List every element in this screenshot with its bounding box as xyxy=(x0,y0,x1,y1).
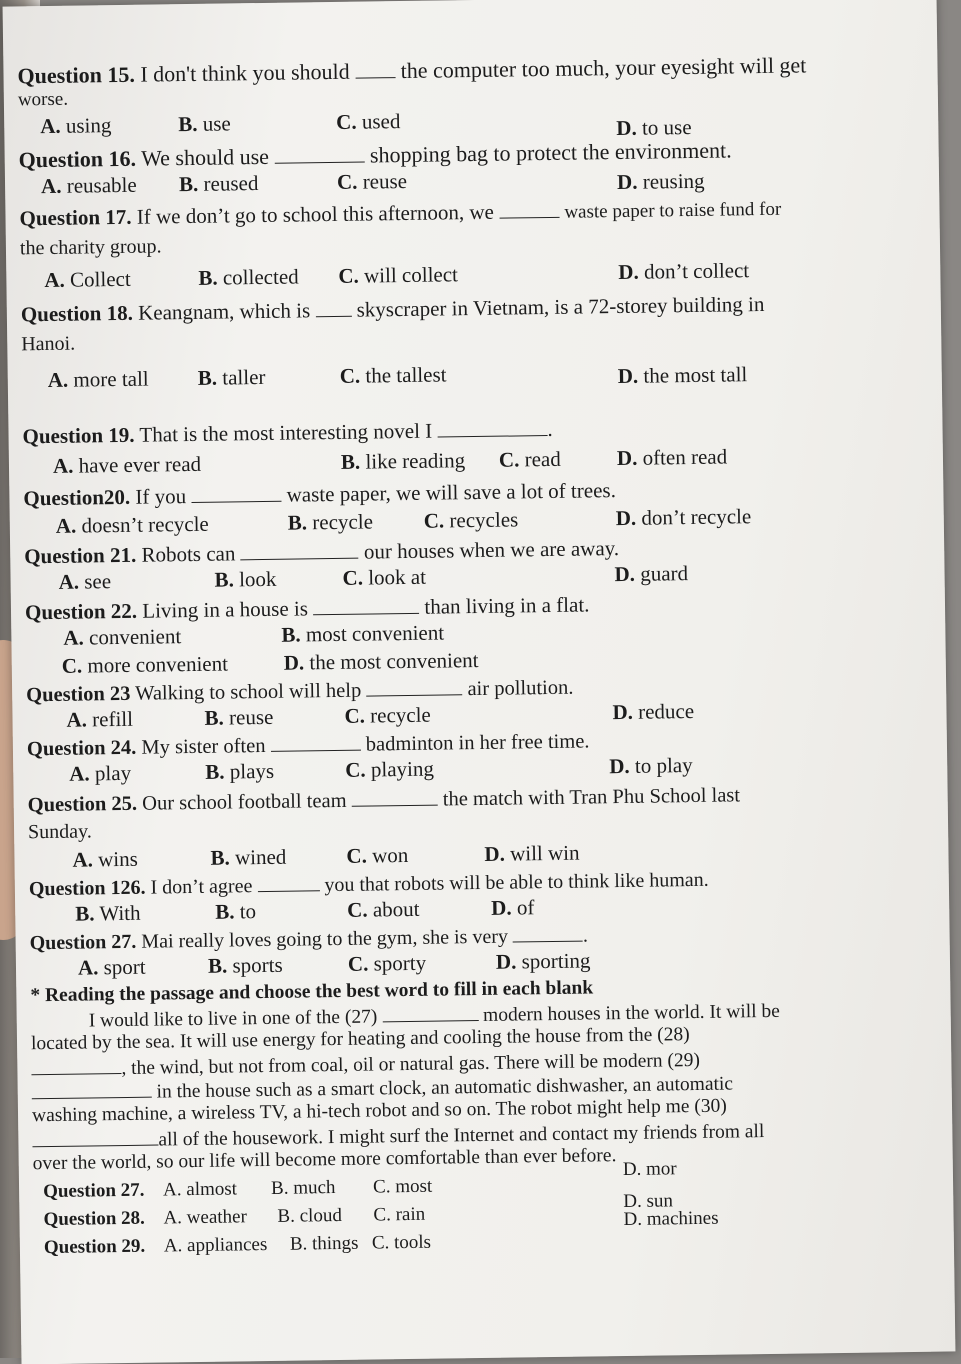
question-label: Question 28. xyxy=(43,1207,146,1231)
question-label: Question 15. xyxy=(17,61,136,89)
question-text-after: air pollution. xyxy=(467,676,574,701)
exam-content xyxy=(17,52,914,1262)
question-label: Question 25. xyxy=(27,792,138,817)
option-c[interactable]: C. recycles xyxy=(423,507,519,533)
option-a[interactable]: A. wins xyxy=(72,846,139,872)
question-text-after: waste paper, we will save a lot of trees. xyxy=(286,478,617,507)
option-d[interactable]: D. sun xyxy=(623,1190,674,1213)
question-label: Question 17. xyxy=(19,204,132,231)
option-d[interactable]: D. of xyxy=(491,895,535,920)
question-label: Question 27. xyxy=(42,1179,145,1203)
option-b[interactable]: B. wined xyxy=(210,844,287,870)
option-d[interactable]: D. don’t collect xyxy=(618,258,750,285)
option-b[interactable]: B. taller xyxy=(197,364,266,390)
option-c[interactable]: C. more convenient xyxy=(61,651,229,678)
option-d[interactable]: D. mor xyxy=(622,1158,677,1181)
question-text: That is the most interesting novel I xyxy=(139,418,433,447)
option-c[interactable]: C. the tallest xyxy=(339,362,447,388)
reading-passage xyxy=(30,972,914,1262)
passage-line: , the wind, but not from coal, oil or natural gas. There will be modern (29) xyxy=(31,1044,911,1080)
option-b[interactable]: B. things xyxy=(289,1232,359,1255)
answer-blank xyxy=(355,59,395,79)
option-a[interactable]: A. Collect xyxy=(44,266,131,293)
question-text: If you xyxy=(135,484,187,509)
option-d[interactable]: D. guard xyxy=(614,561,689,587)
question-text-after: than living in a flat. xyxy=(424,592,590,619)
option-d[interactable]: D. sporting xyxy=(495,948,591,974)
option-a[interactable]: A. play xyxy=(69,760,132,786)
question-label: Question 16. xyxy=(18,145,137,173)
answer-blank xyxy=(382,1002,478,1022)
question-text-after: the match with Tran Phu School last xyxy=(442,784,741,811)
question-text-after: badminton in her free time. xyxy=(365,730,590,756)
question-continuation: worse. xyxy=(17,88,69,111)
option-a[interactable]: A. appliances xyxy=(163,1234,268,1257)
question-label: Question 23 xyxy=(26,682,131,707)
option-c[interactable]: C. tools xyxy=(371,1231,432,1254)
question-continuation: Hanoi. xyxy=(21,332,76,356)
passage-line: I would like to live in one of the (27) modern houses in the world. It will be xyxy=(88,1000,781,1032)
answer-blank xyxy=(352,787,438,807)
question-text: I don’t agree xyxy=(150,875,253,899)
question-text-after: waste paper to raise fund for xyxy=(564,198,782,223)
option-a[interactable]: A. sport xyxy=(77,954,146,980)
option-c[interactable]: C. look at xyxy=(342,564,427,590)
passage-line: washing machine, a wireless TV, a hi-tech robot and so on. The robot might help me (30) xyxy=(31,1095,727,1127)
option-c[interactable]: C. will collect xyxy=(338,262,459,288)
option-d[interactable]: D. the most convenient xyxy=(283,648,479,675)
option-d[interactable]: D. don’t recycle xyxy=(615,504,752,531)
question-label: Question 22. xyxy=(24,598,138,625)
answer-blank xyxy=(274,144,364,164)
question-label: Question 21. xyxy=(24,542,137,569)
answer-blank xyxy=(437,417,547,438)
option-b[interactable]: B. most convenient xyxy=(281,620,445,647)
option-c[interactable]: C. reuse xyxy=(336,168,408,194)
question-text-after: shopping bag to protect the environment. xyxy=(369,137,732,168)
option-a[interactable]: A. weather xyxy=(163,1206,247,1229)
answer-blank xyxy=(32,1127,158,1148)
option-c[interactable]: C. rain xyxy=(373,1203,426,1226)
option-b[interactable]: B. collected xyxy=(198,264,299,290)
option-b[interactable]: B. to xyxy=(215,899,257,924)
question-text-after: our houses when we are away. xyxy=(363,536,620,564)
answer-blank xyxy=(32,1079,152,1100)
question-text: Walking to school will help xyxy=(135,679,362,705)
question-text: My sister often xyxy=(141,734,266,759)
question-text: If we don’t go to school this afternoon, we xyxy=(136,199,495,229)
option-b[interactable]: B. much xyxy=(270,1177,336,1199)
option-b[interactable]: B. sports xyxy=(207,952,283,978)
passage-line: all of the housework. I might surf the Internet and contact my friends from all xyxy=(32,1116,912,1152)
option-b[interactable]: B. like reading xyxy=(340,448,466,474)
option-c[interactable]: C. recycle xyxy=(344,702,431,728)
options-17 xyxy=(20,254,900,294)
question-text: Living in a house is xyxy=(142,596,309,623)
option-a[interactable]: A. convenient xyxy=(63,624,182,650)
option-b[interactable]: B. reused xyxy=(178,171,259,197)
option-c[interactable]: C. sporty xyxy=(347,950,427,976)
question-label: Question 29. xyxy=(43,1235,146,1259)
option-b[interactable]: B. use xyxy=(178,111,231,137)
option-c[interactable]: C. most xyxy=(372,1175,433,1198)
answer-blank xyxy=(270,732,360,752)
answer-blank xyxy=(31,1055,121,1075)
reading-heading: * Reading the passage and choose the best word to fill in each blank xyxy=(30,977,594,1007)
question-text: Keangnam, which is xyxy=(137,298,311,325)
option-a[interactable]: A. have ever read xyxy=(52,451,202,478)
option-d[interactable]: D. reduce xyxy=(612,699,695,725)
question-text-after: . xyxy=(547,416,553,442)
option-d[interactable]: D. the most tall xyxy=(617,362,748,389)
question-label: Question 18. xyxy=(20,300,134,327)
question-text: Robots can xyxy=(141,541,236,567)
answer-blank xyxy=(513,923,583,943)
option-b[interactable]: B. recycle xyxy=(287,509,374,535)
option-a[interactable]: A. reusable xyxy=(40,172,137,199)
passage-line: in the house such as a smart clock, an automatic dishwasher, an automatic xyxy=(32,1068,912,1104)
question-label: Question20. xyxy=(23,484,131,511)
option-c[interactable]: C. about xyxy=(347,896,420,922)
option-b[interactable]: B. reuse xyxy=(204,704,274,730)
question-text-after: . xyxy=(582,924,589,947)
option-d[interactable]: D. reusing xyxy=(616,168,705,195)
question-label: Question 19. xyxy=(22,422,135,449)
option-d[interactable]: D. to use xyxy=(616,114,692,141)
question-label: Question 126. xyxy=(28,876,146,901)
passage-line: located by the sea. It will use energy for heating and cooling the house from the (28) xyxy=(30,1024,690,1055)
question-text: Mai really loves going to the gym, she is very xyxy=(141,925,509,953)
option-a[interactable]: A. using xyxy=(40,113,112,139)
option-c[interactable]: C. won xyxy=(346,843,409,868)
answer-blank xyxy=(257,872,319,892)
option-d[interactable]: D. will win xyxy=(484,840,580,866)
option-a[interactable]: A. see xyxy=(58,569,112,594)
question-continuation: Sunday. xyxy=(27,820,92,844)
option-c[interactable]: C. used xyxy=(336,109,401,134)
question-text: We should use xyxy=(140,143,270,171)
option-b[interactable]: B. cloud xyxy=(277,1204,343,1227)
option-c[interactable]: C. playing xyxy=(345,756,435,782)
option-a[interactable]: A. refill xyxy=(66,706,134,732)
passage-line: over the world, so our life will become more comfortable than ever before. xyxy=(32,1145,617,1175)
option-d[interactable]: D. machines xyxy=(623,1207,719,1231)
question-text: I don't think you should xyxy=(140,58,350,87)
answer-blank xyxy=(366,676,462,696)
exam-sheet xyxy=(3,0,956,1364)
option-c[interactable]: C. read xyxy=(498,446,561,472)
option-a[interactable]: A. almost xyxy=(162,1178,238,1201)
question-label: Question 27. xyxy=(29,930,137,955)
options-18 xyxy=(22,354,902,394)
option-b[interactable]: B. plays xyxy=(205,758,275,784)
question-continuation: the charity group. xyxy=(19,235,162,260)
answer-blank xyxy=(315,298,351,318)
option-d[interactable]: D. to play xyxy=(609,753,693,779)
question-text-after: you that robots will be able to think like human. xyxy=(324,868,709,897)
question-text: Our school football team xyxy=(142,789,347,815)
answer-blank xyxy=(240,540,358,561)
option-b[interactable]: B. look xyxy=(214,566,277,592)
question-text-after: the computer too much, your eyesight will get xyxy=(400,52,807,84)
answer-blank xyxy=(191,483,281,503)
option-a[interactable]: B. With xyxy=(75,900,141,926)
option-a[interactable]: A. more tall xyxy=(47,366,149,392)
question-text-after: skyscraper in Vietnam, is a 72-storey building in xyxy=(356,291,765,322)
option-d[interactable]: D. often read xyxy=(616,444,728,471)
answer-blank xyxy=(499,199,559,219)
question-label: Question 24. xyxy=(26,736,137,761)
answer-blank xyxy=(313,595,419,615)
option-a[interactable]: A. doesn’t recycle xyxy=(55,511,209,538)
